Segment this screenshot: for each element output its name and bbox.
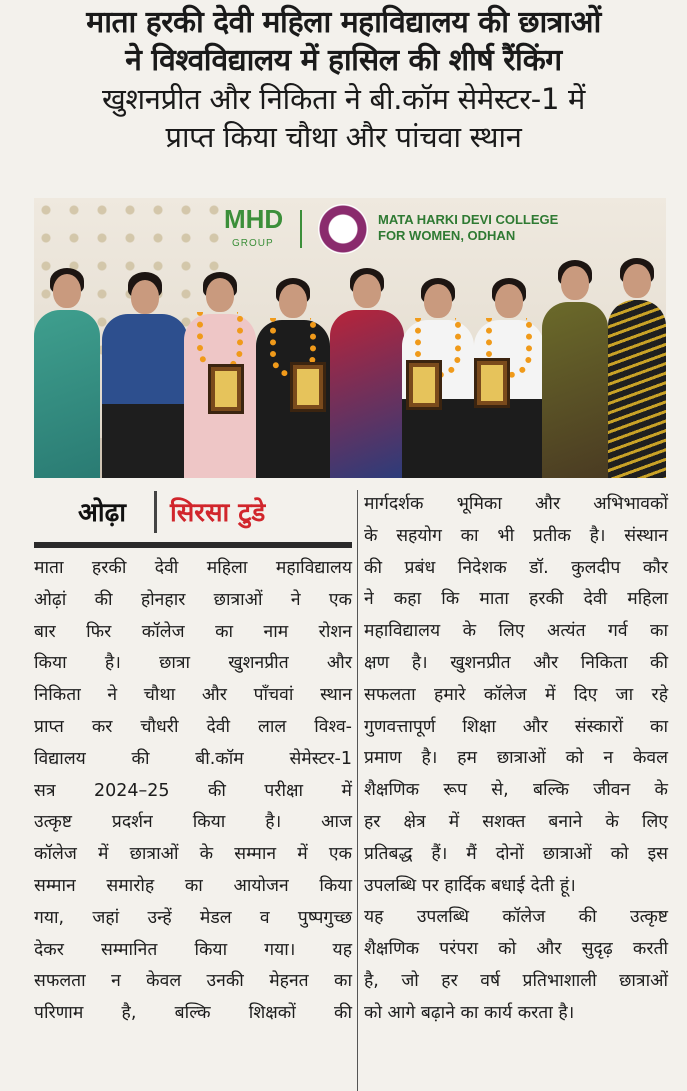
college-name (378, 212, 558, 244)
person-3-garland (197, 312, 243, 372)
article-line: गया, जहां उन्हें मेडल व पुष्पगुच्छ (34, 907, 352, 928)
article-left-column (34, 553, 352, 1030)
article-line: क्षण है। खुशनप्रीत और निकिता की (364, 652, 668, 673)
person-5 (330, 268, 404, 478)
person-4-certificate (290, 362, 326, 412)
article-line: है, जो हर वर्ष प्रतिभाशाली छात्राओं (364, 970, 668, 991)
article-line: की प्रबंध निदेशक डॉ. कुलदीप कौर (364, 557, 668, 578)
person-6-certificate (406, 360, 442, 410)
person-2-body (102, 314, 188, 478)
article-line: माता हरकी देवी महिला महाविद्यालय (34, 558, 352, 578)
article-line: यह उपलब्धि कॉलेज की उत्कृष्ट (364, 907, 668, 928)
college-seal-icon (318, 204, 368, 254)
article-line: ने कहा कि माता हरकी देवी महिला (364, 589, 668, 610)
article-line: विद्यालय की बी.कॉम सेमेस्टर-1 (34, 748, 352, 769)
article-line: के सहयोग का भी प्रतीक है। संस्थान (364, 525, 668, 546)
mhd-logo-text: MHD (224, 204, 284, 234)
headline (0, 4, 687, 156)
article-line: बार फिर कॉलेज का नाम रोशन (34, 621, 352, 642)
mhd-logo-group-text: GROUP (232, 238, 274, 249)
headline-line-2: ने विश्वविद्यालय में हासिल की शीर्ष रैंकिंग (125, 43, 562, 78)
person-4 (256, 278, 330, 478)
article-line: ओढ़ां की होनहार छात्राओं ने एक (34, 589, 352, 610)
article-line: शैक्षणिक परंपरा को और सुदृढ़ करती (364, 939, 668, 960)
article-line: कॉलेज में छात्राओं के सम्मान में एक (34, 844, 352, 865)
column-rule (357, 490, 358, 1091)
person-7-certificate (474, 358, 510, 408)
person-7-head (495, 284, 523, 318)
person-4-head (279, 284, 307, 318)
article-line: सफलता न केवल उनकी मेहनत का (34, 971, 352, 992)
person-5-head (353, 274, 381, 308)
person-9-body (608, 300, 666, 478)
subheadline-line-1: खुशनप्रीत और निकिता ने बी.कॉम सेमेस्टर-1 में (101, 82, 586, 116)
article-line: निकिता ने चौथा और पाँचवां स्थान (34, 685, 352, 706)
person-6 (402, 278, 474, 478)
byline (72, 487, 362, 539)
article-line: किया है। छात्रा खुशनप्रीत और (34, 653, 352, 674)
headline-line-1: माता हरकी देवी महिला महाविद्यालय की छात्राओं (86, 5, 601, 40)
article-line: उपलब्धि पर हार्दिक बधाई देती हूं। (364, 875, 576, 896)
person-2-head (131, 280, 159, 314)
article-line: प्राप्त कर चौधरी देवी लाल विश्व- (34, 716, 352, 737)
mhd-group-logo (216, 204, 286, 254)
article-line: हर क्षेत्र में सशक्त बनाने के लिए (364, 811, 668, 832)
banner-divider (300, 210, 302, 248)
college-banner (210, 202, 610, 258)
college-name-line-1: MATA HARKI DEVI COLLEGE (378, 212, 559, 227)
byline-divider (154, 491, 157, 533)
person-8 (542, 260, 608, 478)
person-1-head (53, 274, 81, 308)
person-9 (608, 258, 666, 478)
person-8-body (542, 302, 608, 478)
article-line: शैक्षणिक रूप से, बल्कि जीवन के (364, 780, 668, 801)
person-3-certificate (208, 364, 244, 414)
subheadline-line-2: प्राप्त किया चौथा और पांचवा स्थान (165, 120, 522, 154)
article-line: उत्कृष्ट प्रदर्शन किया है। आज (34, 812, 352, 833)
person-3 (184, 272, 256, 478)
person-7 (474, 278, 544, 478)
person-1-body (34, 310, 100, 478)
article-line: देकर सम्मानित किया गया। यह (34, 939, 352, 960)
article-line: प्रमाण है। हम छात्राओं को न केवल (364, 748, 668, 769)
person-6-head (424, 284, 452, 318)
person-1 (34, 268, 100, 478)
article-right-column (364, 489, 668, 1030)
dateline: ओढ़ा (78, 498, 126, 528)
person-2 (102, 272, 188, 478)
person-5-body (330, 310, 404, 478)
person-3-head (206, 278, 234, 312)
article-line: को आगे बढ़ाने का कार्य करता है। (364, 1002, 575, 1023)
article-line: सत्र 2024–25 की परीक्षा में (34, 780, 352, 801)
person-9-head (623, 264, 651, 298)
article-line: प्रतिबद्ध हैं। मैं दोनों छात्राओं को इस (364, 843, 668, 864)
article-line: मार्गदर्शक भूमिका और अभिभावकों (364, 494, 668, 514)
article-line: सम्मान समारोह का आयोजन किया (34, 875, 352, 896)
news-photo (34, 198, 666, 478)
news-source: सिरसा टुडे (170, 498, 266, 528)
article-line: सफलता हमारे कॉलेज में दिए जा रहे (364, 684, 668, 705)
article-line: महाविद्यालय के लिए अत्यंत गर्व का (364, 621, 668, 642)
college-name-line-2: FOR WOMEN, ODHAN (378, 228, 516, 243)
byline-rule (34, 542, 352, 548)
article-line: परिणाम है, बल्कि शिक्षकों की (34, 1003, 352, 1024)
article-line: गुणवत्तापूर्ण शिक्षा और संस्कारों का (364, 716, 668, 737)
person-8-head (561, 266, 589, 300)
